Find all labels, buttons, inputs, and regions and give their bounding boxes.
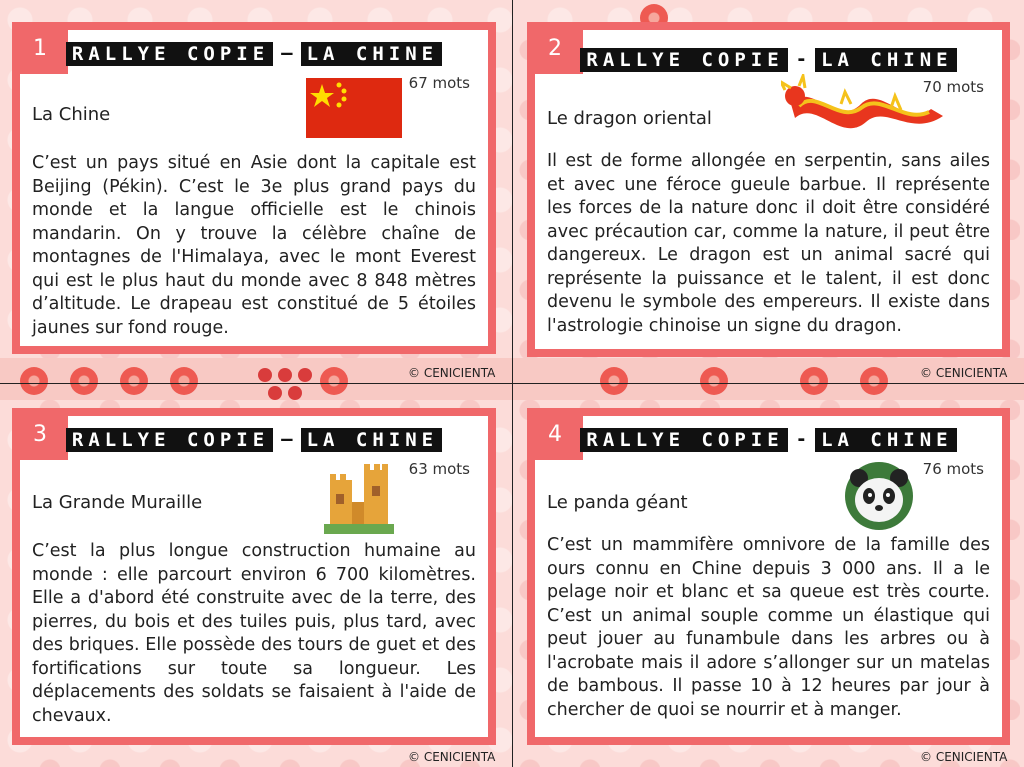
card-subject: La Grande Muraille bbox=[32, 492, 203, 513]
flower-icon bbox=[700, 367, 728, 395]
card-number: 1 bbox=[12, 22, 68, 74]
dot-icon bbox=[278, 368, 292, 382]
title-part-1: RALLYE COPIE bbox=[580, 428, 787, 452]
great-wall-icon bbox=[324, 462, 394, 534]
flower-icon bbox=[860, 367, 888, 395]
word-count: 70 mots bbox=[922, 78, 984, 96]
title-separator: — bbox=[281, 428, 293, 450]
copyright: © CENICIENTA bbox=[408, 750, 496, 764]
title-part-2: LA CHINE bbox=[815, 48, 957, 72]
card-subject: Le panda géant bbox=[547, 492, 688, 513]
card-1 bbox=[12, 22, 496, 354]
dot-icon bbox=[298, 368, 312, 382]
title-separator: - bbox=[795, 428, 808, 450]
flower-icon bbox=[800, 367, 828, 395]
title-separator: — bbox=[281, 42, 293, 64]
card-4 bbox=[527, 408, 1010, 745]
card-number: 2 bbox=[527, 22, 583, 74]
copyright: © CENICIENTA bbox=[408, 366, 496, 380]
flower-icon bbox=[600, 367, 628, 395]
title-part-2: LA CHINE bbox=[815, 428, 957, 452]
word-count: 67 mots bbox=[408, 74, 470, 92]
card-3 bbox=[12, 408, 496, 745]
china-flag-icon bbox=[306, 78, 402, 138]
dot-icon bbox=[288, 386, 302, 400]
panda-icon bbox=[843, 460, 915, 532]
copyright: © CENICIENTA bbox=[920, 750, 1008, 764]
card-subject: Le dragon oriental bbox=[547, 108, 712, 129]
title-separator: - bbox=[795, 48, 808, 70]
card-text: C’est un mammifère omnivore de la famille des ours connu en Chine depuis 3 000 ans. Il a le pelage noir et blanc et sa queue est très courte. C’est un animal souple comme un élastique qui peut jouer au funambule dans les arbres ou à l'acrobate mais il adore s’allonger sur un matelas de bambous. Il passe 10 à 12 heures par jour à chercher de quoi se nourrir et à manger. bbox=[547, 535, 990, 720]
dot-icon bbox=[258, 368, 272, 382]
word-count: 76 mots bbox=[922, 460, 984, 478]
flower-icon bbox=[320, 367, 348, 395]
flower-icon bbox=[120, 367, 148, 395]
card-title bbox=[20, 428, 488, 452]
flower-icon bbox=[170, 367, 198, 395]
flower-icon bbox=[20, 367, 48, 395]
cut-line-horizontal bbox=[0, 383, 1024, 384]
card-number: 3 bbox=[12, 408, 68, 460]
flower-icon bbox=[70, 367, 98, 395]
card-text: C’est la plus longue construction humaine au monde : elle parcourt environ 6 700 kilomètres. Elle a d'abord été construite avec de la terre, des pierres, du bois et des tuiles puis, plus tard, avec des briques. Elle possède des tours de guet et des fortifications sur toute sa longueur. Les déplacements des soldats se faisaient à l'aide de chevaux. bbox=[32, 541, 476, 726]
card-number: 4 bbox=[527, 408, 583, 460]
title-part-1: RALLYE COPIE bbox=[66, 428, 273, 452]
title-part-1: RALLYE COPIE bbox=[66, 42, 273, 66]
title-part-2: LA CHINE bbox=[301, 42, 443, 66]
card-title bbox=[535, 428, 1002, 452]
card-subject: La Chine bbox=[32, 104, 111, 125]
copyright: © CENICIENTA bbox=[920, 366, 1008, 380]
title-part-2: LA CHINE bbox=[301, 428, 443, 452]
card-text: C’est un pays situé en Asie dont la capitale est Beijing (Pékin). C’est le 3e plus grand pays du monde et la langue officielle est le chinois mandarin. On y trouve la célèbre chaîne de montagnes de l'Himalaya, avec le mont Everest qui est le plus haut du monde avec 8 848 mètres d’altitude. Le drapeau est constitué de 5 étoiles jaunes sur fond rouge. bbox=[32, 153, 476, 338]
card-title bbox=[535, 48, 1002, 72]
card-2 bbox=[527, 22, 1010, 357]
card-text: Il est de forme allongée en serpentin, sans ailes et avec une féroce gueule barbue. Il représente les forces de la nature donc il doit être considéré avec précaution car, comme la nature, il peut être dangereux. Le dragon est un animal sacré qui représente la puissance et le talent, il est donc devenu le symbole des empereurs. Il existe dans l'astrologie chinoise un signe du dragon. bbox=[547, 151, 990, 336]
word-count: 63 mots bbox=[408, 460, 470, 478]
card-title bbox=[20, 42, 488, 66]
title-part-1: RALLYE COPIE bbox=[580, 48, 787, 72]
dragon-icon bbox=[781, 74, 947, 144]
dot-icon bbox=[268, 386, 282, 400]
